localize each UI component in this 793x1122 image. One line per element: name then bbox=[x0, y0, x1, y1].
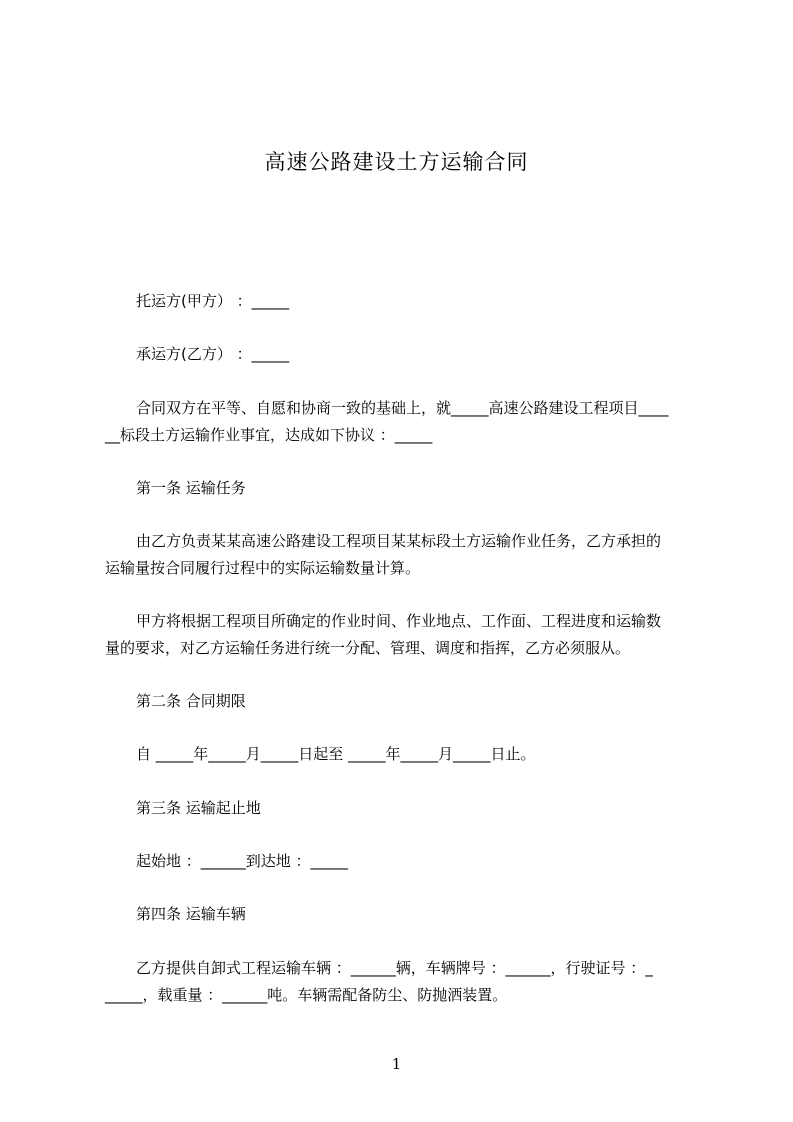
document-title: 高速公路建设土方运输合同 bbox=[264, 150, 529, 174]
party-a-line: 托运方(甲方） ：_____ bbox=[136, 292, 290, 310]
preamble-line-1: 合同双方在平等、自愿和协商一致的基础上，就_____高速公路建设工程项目____ bbox=[136, 399, 669, 417]
article-1-para-1-line-2: 运输量按合同履行过程中的实际运输数量计算。 bbox=[105, 559, 421, 577]
article-3-heading: 第三条 运输起止地 bbox=[136, 799, 261, 817]
article-1-heading: 第一条 运输任务 bbox=[136, 479, 246, 497]
article-1-para-1-line-1: 由乙方负责某某高速公路建设工程项目某某标段土方运输作业任务，乙方承担的 bbox=[136, 532, 662, 550]
article-4-heading: 第四条 运输车辆 bbox=[136, 905, 246, 923]
origin-destination-line: 起始地 ：______到达地 ：_____ bbox=[136, 852, 349, 870]
article-1-para-2-line-1: 甲方将根据工程项目所确定的作业时间、作业地点、工作面、工程进度和运输数 bbox=[136, 612, 662, 630]
article-1-para-2-line-2: 量的要求，对乙方运输任务进行统一分配、管理、调度和指挥，乙方必须服从。 bbox=[105, 639, 631, 657]
page-number: 1 bbox=[391, 1055, 402, 1073]
preamble-line-2: __标段土方运输作业事宜，达成如下协议 ：_____ bbox=[105, 426, 433, 444]
contract-period-line: 自 _____年_____月_____日起至 _____年_____月_____日止。 bbox=[136, 745, 536, 763]
vehicle-line-2: _____，载重量 ：______吨。车辆需配备防尘、防抛洒装置。 bbox=[105, 986, 508, 1004]
vehicle-line-1: 乙方提供自卸式工程运输车辆 ：______辆，车辆牌号 ：______，行驶证号 ：_ bbox=[136, 959, 653, 977]
article-2-heading: 第二条 合同期限 bbox=[136, 692, 246, 710]
party-b-line: 承运方(乙方） ：_____ bbox=[136, 345, 290, 363]
